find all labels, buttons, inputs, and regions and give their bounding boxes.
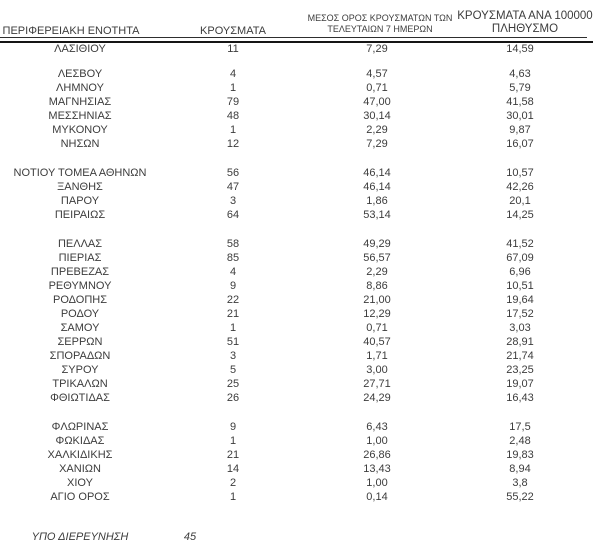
cell-cases-per-100000: 55,22 [506, 491, 534, 503]
cell-region-name: ΠΡΕΒΕΖΑΣ [50, 266, 110, 278]
cell-cases-per-100000: 17,52 [506, 308, 534, 320]
cell-cases-per-100000: 16,43 [506, 392, 534, 404]
table-row [0, 251, 600, 265]
table-row [0, 448, 600, 462]
cell-region-name: ΜΕΣΣΗΝΙΑΣ [48, 110, 112, 122]
cell-cases: 79 [226, 96, 240, 108]
cell-region-name: ΠΑΡΟΥ [60, 195, 100, 207]
cell-region-name: ΤΡΙΚΑΛΩΝ [52, 378, 108, 390]
table-row [0, 293, 600, 307]
cell-region-name: ΧΙΟΥ [67, 477, 93, 489]
group-spacer [0, 151, 600, 166]
cell-cases: 64 [226, 209, 240, 221]
cell-cases-per-100000: 21,74 [506, 350, 534, 362]
under-investigation-value: 45 [183, 531, 197, 543]
cell-7day-average: 0,71 [366, 82, 388, 94]
cell-7day-average: 0,71 [366, 322, 388, 334]
cell-region-name: ΛΑΣΙΘΙΟΥ [54, 43, 106, 55]
table-row [0, 279, 600, 293]
cell-region-name: ΑΓΙΟ ΟΡΟΣ [50, 491, 110, 503]
cell-region-name: ΦΘΙΩΤΙΔΑΣ [50, 392, 110, 404]
cell-cases: 58 [226, 238, 240, 250]
cell-region-name: ΛΗΜΝΟΥ [56, 82, 104, 94]
cell-cases-per-100000: 16,07 [506, 138, 534, 150]
table-row [0, 180, 600, 194]
cell-cases: 21 [226, 449, 240, 461]
cell-7day-average: 53,14 [363, 209, 391, 221]
table-row [0, 265, 600, 279]
cell-cases-per-100000: 4,63 [509, 68, 531, 80]
table-row [0, 490, 600, 504]
cell-7day-average: 8,86 [366, 280, 388, 292]
table-row [0, 237, 600, 251]
cell-cases: 5 [229, 364, 237, 376]
cell-7day-average: 47,00 [363, 96, 391, 108]
cell-cases-per-100000: 17,5 [509, 421, 531, 433]
cell-7day-average: 7,29 [366, 138, 388, 150]
cell-cases: 9 [229, 421, 237, 433]
table-row [0, 377, 600, 391]
cell-region-name: ΣΑΜΟΥ [60, 322, 100, 334]
table-row [0, 95, 600, 109]
column-header-cases-per-100000 [445, 10, 600, 36]
cell-cases: 47 [226, 181, 240, 193]
cell-cases: 2 [229, 477, 237, 489]
under-investigation-row [0, 530, 600, 544]
cell-region-name: ΝΟΤΙΟΥ ΤΟΜΕΑ ΑΘΗΝΩΝ [13, 167, 147, 179]
cell-cases: 21 [226, 308, 240, 320]
cell-7day-average: 3,00 [366, 364, 388, 376]
cell-region-name: ΦΩΚΙΔΑΣ [55, 435, 105, 447]
cell-cases-per-100000: 30,01 [506, 110, 534, 122]
cell-cases-per-100000: 19,64 [506, 294, 534, 306]
cell-cases-per-100000: 20,1 [509, 195, 531, 207]
cell-7day-average: 2,29 [366, 124, 388, 136]
cell-7day-average: 40,57 [363, 336, 391, 348]
table-row [0, 166, 600, 180]
cell-region-name: ΠΕΙΡΑΙΩΣ [54, 209, 106, 221]
cell-7day-average: 21,00 [363, 294, 391, 306]
cell-cases: 26 [226, 392, 240, 404]
cell-7day-average: 13,43 [363, 463, 391, 475]
cell-7day-average: 24,29 [363, 392, 391, 404]
cell-7day-average: 4,57 [366, 68, 388, 80]
cell-region-name: ΡΟΔΟΠΗΣ [52, 294, 108, 306]
cell-region-name: ΧΑΛΚΙΔΙΚΗΣ [47, 449, 113, 461]
cell-cases-per-100000: 67,09 [506, 252, 534, 264]
cell-region-name: ΣΥΡΟΥ [61, 364, 99, 376]
cell-region-name: ΦΛΩΡΙΝΑΣ [51, 421, 109, 433]
cell-cases: 1 [229, 124, 237, 136]
column-header-7day-average-line1: ΜΕΣΟΣ ΟΡΟΣ ΚΡΟΥΣΜΑΤΩΝ ΤΩΝ [307, 13, 453, 23]
table-row [0, 137, 600, 151]
cell-7day-average: 27,71 [363, 378, 391, 390]
table-row [0, 335, 600, 349]
column-header-cases-per-100000-line1: ΚΡΟΥΣΜΑΤΑ ΑΝΑ 100000 [457, 10, 593, 22]
cell-cases: 85 [226, 252, 240, 264]
cell-cases-per-100000: 5,79 [509, 82, 531, 94]
table-row [0, 42, 600, 56]
cell-region-name: ΠΕΛΛΑΣ [57, 238, 103, 250]
cell-cases: 56 [226, 167, 240, 179]
table-row [0, 109, 600, 123]
table-row [0, 391, 600, 405]
cell-cases: 4 [229, 266, 237, 278]
cell-7day-average: 46,14 [363, 181, 391, 193]
cell-cases-per-100000: 6,96 [509, 266, 531, 278]
cell-7day-average: 1,00 [366, 477, 388, 489]
cell-7day-average: 46,14 [363, 167, 391, 179]
table-body [0, 42, 600, 504]
cell-cases-per-100000: 19,83 [506, 449, 534, 461]
column-header-cases-per-100000-line2: ΠΛΗΘΥΣΜΟ [491, 23, 559, 35]
table-row [0, 476, 600, 490]
header-underline-rule [0, 37, 587, 38]
cell-7day-average: 2,29 [366, 266, 388, 278]
cell-cases: 51 [226, 336, 240, 348]
cell-cases: 1 [229, 491, 237, 503]
table-row [0, 81, 600, 95]
group-spacer [0, 56, 600, 67]
cell-7day-average: 1,00 [366, 435, 388, 447]
cell-7day-average: 0,14 [366, 491, 388, 503]
cell-cases-per-100000: 41,52 [506, 238, 534, 250]
column-header-regional-unit: ΠΕΡΙΦΕΡΕΙΑΚΗ ΕΝΟΤΗΤΑ [2, 25, 140, 37]
table-row [0, 363, 600, 377]
under-investigation-label: ΥΠΟ ΔΙΕΡΕΥΝΗΣΗ [31, 531, 129, 543]
cell-7day-average: 56,57 [363, 252, 391, 264]
cell-cases: 3 [229, 195, 237, 207]
cell-7day-average: 1,71 [366, 350, 388, 362]
cell-cases-per-100000: 2,48 [509, 435, 531, 447]
cell-cases: 48 [226, 110, 240, 122]
cell-region-name: ΡΕΘΥΜΝΟΥ [48, 280, 112, 292]
cell-cases-per-100000: 3,03 [509, 322, 531, 334]
table-row [0, 123, 600, 137]
cell-cases-per-100000: 28,91 [506, 336, 534, 348]
cell-cases-per-100000: 10,51 [506, 280, 534, 292]
cell-region-name: ΧΑΝΙΩΝ [59, 463, 101, 475]
table-row [0, 67, 600, 81]
cell-cases: 12 [226, 138, 240, 150]
cell-region-name: ΣΠΟΡΑΔΩΝ [49, 350, 111, 362]
cell-7day-average: 7,29 [366, 43, 388, 55]
cell-region-name: ΞΑΝΘΗΣ [57, 181, 103, 193]
cell-cases-per-100000: 10,57 [506, 167, 534, 179]
table-row [0, 307, 600, 321]
cell-cases: 3 [229, 350, 237, 362]
table-row [0, 194, 600, 208]
cell-cases: 1 [229, 435, 237, 447]
cell-cases: 4 [229, 68, 237, 80]
cell-region-name: ΝΗΣΩΝ [60, 138, 100, 150]
cell-cases: 25 [226, 378, 240, 390]
table-row [0, 321, 600, 335]
cell-7day-average: 30,14 [363, 110, 391, 122]
cell-cases: 1 [229, 322, 237, 334]
cell-cases-per-100000: 8,94 [509, 463, 531, 475]
cell-region-name: ΡΟΔΟΥ [60, 308, 100, 320]
cell-7day-average: 49,29 [363, 238, 391, 250]
cell-cases-per-100000: 41,58 [506, 96, 534, 108]
cell-cases-per-100000: 19,07 [506, 378, 534, 390]
column-header-cases: ΚΡΟΥΣΜΑΤΑ [200, 25, 266, 37]
table-row [0, 462, 600, 476]
cell-7day-average: 26,86 [363, 449, 391, 461]
cell-cases: 14 [226, 463, 240, 475]
table-row [0, 349, 600, 363]
cell-7day-average: 6,43 [366, 421, 388, 433]
cell-cases-per-100000: 9,87 [509, 124, 531, 136]
group-spacer [0, 405, 600, 420]
cell-7day-average: 12,29 [363, 308, 391, 320]
cell-cases-per-100000: 14,59 [506, 43, 534, 55]
cell-cases-per-100000: 3,8 [512, 477, 528, 489]
column-header-7day-average [303, 13, 457, 35]
cell-region-name: ΛΕΣΒΟΥ [57, 68, 103, 80]
cell-cases-per-100000: 23,25 [506, 364, 534, 376]
cell-region-name: ΜΥΚΟΝΟΥ [52, 124, 108, 136]
table-row [0, 208, 600, 222]
cell-region-name: ΠΙΕΡΙΑΣ [58, 252, 102, 264]
cell-region-name: ΜΑΓΝΗΣΙΑΣ [48, 96, 112, 108]
column-header-7day-average-line2: ΤΕΛΕΥΤΑΙΩΝ 7 ΗΜΕΡΩΝ [327, 24, 433, 34]
table-row [0, 434, 600, 448]
cell-cases: 9 [229, 280, 237, 292]
cell-region-name: ΣΕΡΡΩΝ [57, 336, 103, 348]
cell-cases-per-100000: 14,25 [506, 209, 534, 221]
table-row [0, 420, 600, 434]
group-spacer [0, 222, 600, 237]
cell-7day-average: 1,86 [366, 195, 388, 207]
cell-cases: 11 [227, 43, 239, 55]
cell-cases-per-100000: 42,26 [506, 181, 534, 193]
cell-cases: 1 [229, 82, 237, 94]
cell-cases: 22 [226, 294, 240, 306]
